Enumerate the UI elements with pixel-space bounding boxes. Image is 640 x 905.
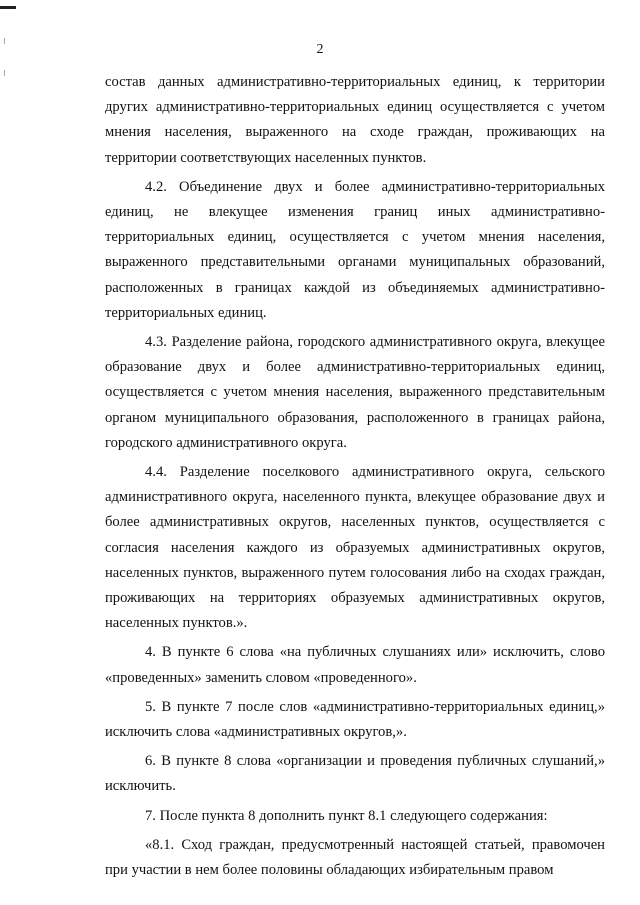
page-number: 2: [316, 42, 324, 57]
paragraph-4-2: 4.2. Объединение двух и более административно-территориальных единиц, не влекущее изменения границ иных административно-территориальных единиц, осуществляется с учетом мнения населения, выраженного представительными органами муниципальных образований, расположенных в границах каждой из объединяемых административно-территориальных единиц.: [105, 178, 605, 321]
paragraph-item-6: 6. В пункте 8 слова «организации и проведения публичных слушаний,» исключить.: [105, 753, 605, 795]
paragraph-continuation: состав данных административно-территориальных единиц, к территории других административно-территориальных единиц осуществляется с учетом мнения населения, выраженного на сходе граждан, проживающих на территории соответствующих населенных пунктов.: [105, 74, 605, 166]
paragraph-item-4: 4. В пункте 6 слова «на публичных слушаниях или» исключить, слово «проведенных» заменить словом «проведенного».: [105, 644, 605, 686]
paragraph-4-3: 4.3. Разделение района, городского административного округа, влекущее образование двух и более административно-территориальных единиц, осуществляется с учетом мнения населения, выраженного представительным органом муниципального образования, расположенного в границах района, городского административного округа.: [105, 334, 605, 451]
paragraph-item-7: 7. После пункта 8 дополнить пункт 8.1 следующего содержания:: [145, 807, 548, 824]
scan-edge-mark: [0, 6, 16, 9]
paragraph-item-5: 5. В пункте 7 после слов «административно-территориальных единиц,» исключить слова «административных округов,».: [105, 698, 605, 741]
document-body: [105, 70, 605, 887]
scan-edge-tick: [4, 70, 5, 76]
paragraph-4-4: 4.4. Разделение поселкового административного округа, сельского административного округа, населенного пункта, влекущее образование двух и более административных округов, населенных пунктов, осуществляется с согласия населения каждого из образуемых административных округов, населенных пунктов, выраженного путем голосования либо на сходах граждан, проживающих на территориях образуемых административных округов, населенных пунктов.».: [105, 464, 605, 632]
paragraph-8-1: «8.1. Сход граждан, предусмотренный настоящей статьей, правомочен при участии в нем более половины обладающих избирательным правом: [105, 836, 605, 879]
